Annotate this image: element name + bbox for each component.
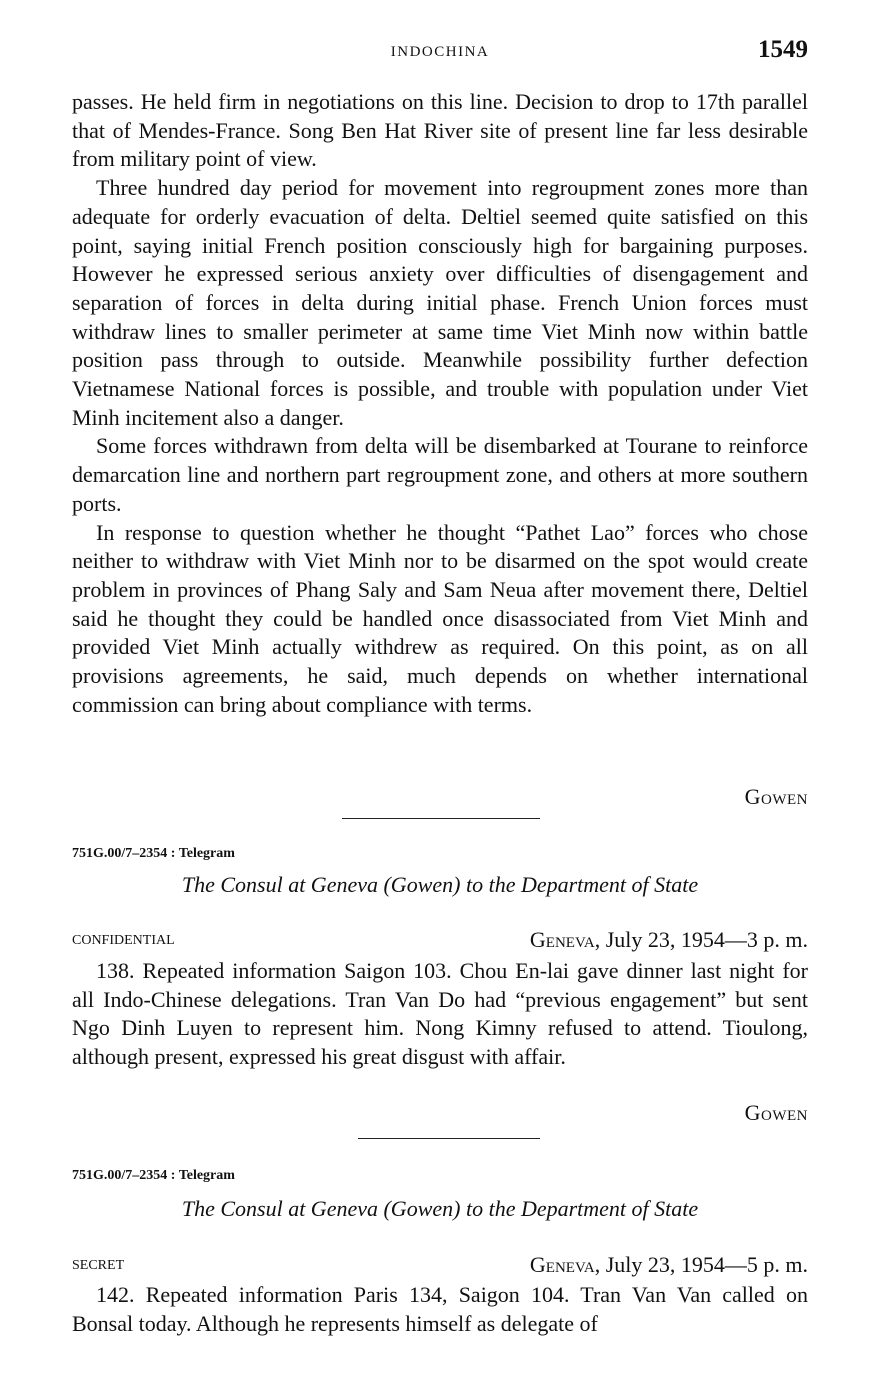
document-reference: 751G.00/7–2354 : Telegram — [72, 846, 235, 861]
classification-label: SECRET — [72, 1258, 125, 1273]
paragraph: 142. Repeated information Paris 134, Saigon 104. Tran Van Van called on Bonsal today. Although he represents himself as delegate of — [72, 1282, 808, 1336]
paragraph: In response to question whether he thought “Pathet Lao” forces who chose neither to withdraw with Viet Minh nor to be disarmed on the spot would create problem in provinces of Phang Saly and Sam Neua after movement there, Deltiel said he thought they could be handled once disassociated from Viet Minh and provided Viet Minh actually withdrew as required. On this point, as on all provisions agreements, he said, much depends on whether international commission can bring about compliance with terms. — [72, 519, 808, 717]
classification-label: CONFIDENTIAL — [72, 933, 175, 948]
paragraph: 138. Repeated information Saigon 103. Chou En-lai gave dinner last night for all Indo-Chinese delegations. Tran Van Do had “previous engagement” but sent Ngo Dinh Luyen to represent him. Nong Kimny refused to attend. Tioulong, although present, expressed his great disgust with affair. — [72, 958, 808, 1070]
signature: Gowen — [744, 1100, 808, 1125]
signature: Gowen — [744, 784, 808, 809]
document-title: The Consul at Geneva (Gowen) to the Department of State — [181, 872, 699, 897]
paragraph: passes. He held firm in negotiations on this line. Decision to drop to 17th parallel that of Mendes-France. Song Ben Hat River site of present line far less desirable from military point of view. — [72, 89, 808, 172]
dateline-date: , July 23, 1954—5 p. m. — [594, 1252, 808, 1277]
classification-line — [72, 1248, 808, 1278]
page-header — [72, 36, 808, 70]
classification-line — [72, 923, 808, 953]
doc2-body — [72, 957, 808, 1072]
doc3-body — [72, 1281, 808, 1338]
paragraph: Three hundred day period for movement into regroupment zones more than adequate for orderly evacuation of delta. Deltiel seemed quite satisfied on this point, saying initial French position consciously high for bargaining purposes. However he expressed serious anxiety over difficulties of disengagement and separation of forces in delta during initial phase. French Union forces must withdraw lines to smaller perimeter at same time Viet Minh now within battle position pass through to outside. Meanwhile possibility further defection Vietnamese National forces is possible, and trouble with population under Viet Minh incitement also a danger. — [72, 175, 808, 430]
dateline-place: Geneva — [529, 927, 595, 952]
running-head: INDOCHINA — [390, 44, 490, 60]
dateline-date: , July 23, 1954—3 p. m. — [594, 927, 808, 952]
section1-body — [72, 88, 808, 719]
dateline-place: Geneva — [529, 1252, 595, 1277]
document-title: The Consul at Geneva (Gowen) to the Department of State — [181, 1196, 699, 1221]
section-divider — [358, 1138, 540, 1139]
dateline — [530, 927, 808, 953]
document-reference: 751G.00/7–2354 : Telegram — [72, 1168, 235, 1183]
dateline — [530, 1252, 808, 1278]
section-divider — [342, 818, 540, 819]
paragraph: Some forces withdrawn from delta will be disembarked at Tourane to reinforce demarcation line and northern part regroupment zone, and others at more southern ports. — [72, 433, 808, 516]
page-number: 1549 — [758, 36, 808, 63]
